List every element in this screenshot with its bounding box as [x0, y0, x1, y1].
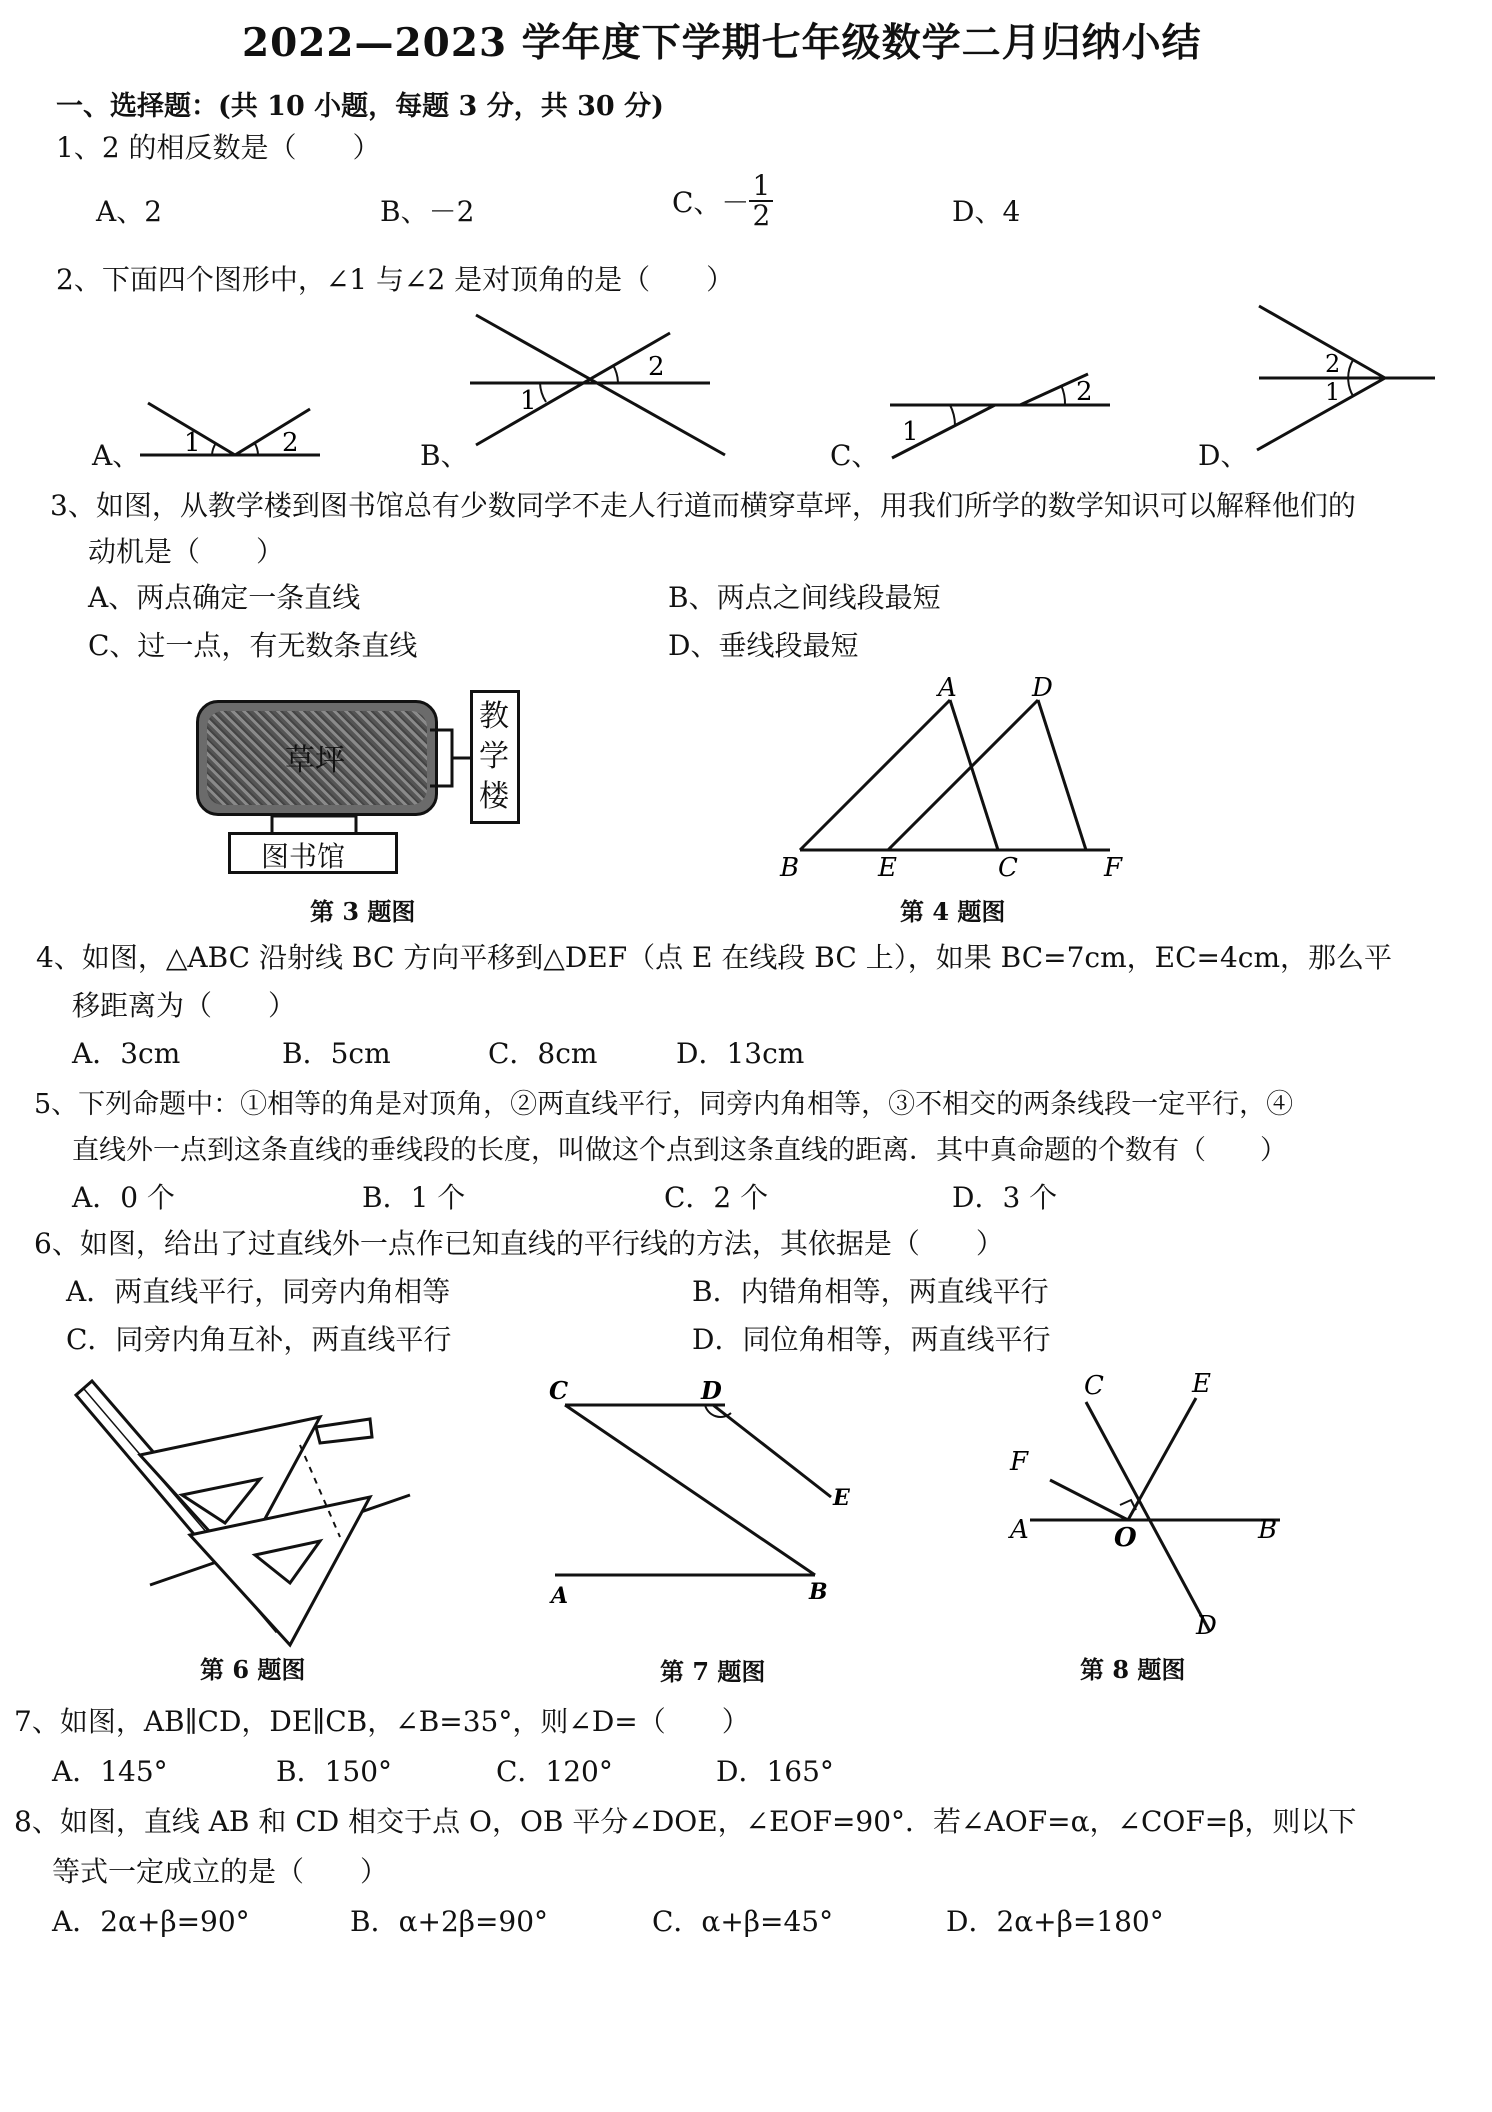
fig3-building-char-3: 楼: [479, 779, 509, 814]
q2-b-angle2-label: 2: [648, 352, 665, 382]
q3-stem-line2: 动机是（ ）: [88, 535, 285, 568]
q5-stem-line1: 5、下列命题中：①相等的角是对顶角，②两直线平行，同旁内角相等，③不相交的两条线段一定平行，④: [34, 1089, 1294, 1120]
fig4-label-a: A: [938, 673, 957, 703]
fig7-label-e: E: [833, 1485, 850, 1511]
q7-stem: 7、如图，AB∥CD，DE∥CB，∠B=35°，则∠D=（ ）: [14, 1705, 750, 1738]
q7-option-a: A．145°: [52, 1755, 168, 1788]
q1-fraction-numerator: 1: [749, 172, 773, 202]
q8-option-b: B．α+2β=90°: [350, 1905, 549, 1938]
fig4-triangles: [770, 670, 1150, 883]
q2-b-angle1-label: 1: [520, 386, 537, 416]
fig7-label-a: A: [551, 1583, 569, 1609]
q8-option-a: A．2α+β=90°: [52, 1905, 250, 1938]
q1-fraction: [749, 169, 773, 232]
q8-option-d: D．2α+β=180°: [946, 1905, 1164, 1938]
q2-d-angle1-label: 1: [1325, 378, 1341, 406]
fig3-building: [470, 690, 520, 824]
q7-option-c: C．120°: [496, 1755, 613, 1788]
q5-option-a: A．0 个: [72, 1181, 175, 1214]
fig3-lawn: [196, 700, 438, 816]
q5-stem-line2: 直线外一点到这条直线的垂线段的长度，叫做这个点到这条直线的距离．其中真命题的个数有（ ）: [72, 1135, 1287, 1166]
fig7-label-d: D: [701, 1376, 722, 1405]
q6-option-d: D．同位角相等，两直线平行: [692, 1323, 1051, 1356]
q4-option-b: B．5cm: [282, 1037, 391, 1070]
q2-option-c: C、: [830, 439, 880, 472]
fig4-caption: 第 4 题图: [900, 897, 1006, 926]
q2-figure-d: [1245, 300, 1445, 460]
fig8-label-e: E: [1192, 1369, 1211, 1399]
fig3-caption: 第 3 题图: [310, 897, 416, 926]
fig4-label-c: C: [998, 853, 1018, 883]
page-title: 2022—2023 学年度下学期七年级数学二月归纳小结: [242, 20, 1202, 66]
q4-option-a: A．3cm: [72, 1037, 181, 1070]
fig4-label-d: D: [1032, 673, 1053, 703]
q5-option-c: C．2 个: [664, 1181, 769, 1214]
q2-c-angle1-label: 1: [902, 417, 919, 447]
fig7-parallel-lines: [545, 1375, 865, 1615]
fig8-caption: 第 8 题图: [1080, 1655, 1186, 1684]
q3-stem-line1: 3、如图，从教学楼到图书馆总有少数同学不走人行道而横穿草坪，用我们所学的数学知识可以解释他们的: [50, 489, 1356, 522]
q1-stem: 1、2 的相反数是（ ）: [56, 131, 381, 164]
q3-option-b: B、两点之间线段最短: [668, 581, 941, 614]
fig4-label-f: F: [1104, 853, 1123, 883]
q4-stem-line2: 移距离为（ ）: [72, 989, 297, 1022]
fig3-library: [228, 832, 398, 874]
q4-stem-line1: 4、如图，△ABC 沿射线 BC 方向平移到△DEF（点 E 在线段 BC 上），如果 BC=7cm，EC=4cm，那么平: [36, 941, 1393, 974]
fig8-label-c: C: [1084, 1371, 1104, 1401]
q2-option-b: B、: [420, 439, 469, 472]
fig3-lawn-label: 草坪: [285, 743, 345, 778]
fig3-building-char-1: 教: [479, 699, 509, 734]
q2-a-angle2-label: 2: [282, 428, 299, 458]
q6-option-a: A．两直线平行，同旁内角相等: [66, 1275, 451, 1308]
fig7-caption: 第 7 题图: [660, 1657, 766, 1686]
fig4-label-b: B: [780, 853, 800, 883]
q5-option-b: B．1 个: [362, 1181, 466, 1214]
q2-c-angle2-label: 2: [1076, 377, 1093, 407]
q6-option-c: C．同旁内角互补，两直线平行: [66, 1323, 452, 1356]
q2-d-angle2-label: 2: [1325, 350, 1341, 378]
q1-option-c-prefix: C、－: [672, 186, 750, 219]
q6-stem: 6、如图，给出了过直线外一点作已知直线的平行线的方法，其依据是（ ）: [34, 1227, 1004, 1260]
q2-option-d: D、: [1198, 439, 1249, 472]
fig3-building-char-2: 学: [479, 739, 509, 774]
q3-option-c: C、过一点，有无数条直线: [88, 629, 418, 662]
q1-fraction-denominator: 2: [752, 199, 771, 232]
q1-option-d: D、4: [952, 195, 1021, 228]
q4-option-d: D．13cm: [676, 1037, 805, 1070]
q8-option-c: C．α+β=45°: [652, 1905, 834, 1938]
q2-stem: 2、下面四个图形中，∠1 与∠2 是对顶角的是（ ）: [56, 263, 735, 296]
q6-option-b: B．内错角相等，两直线平行: [692, 1275, 1049, 1308]
q3-option-d: D、垂线段最短: [668, 629, 859, 662]
q7-option-b: B．150°: [276, 1755, 393, 1788]
q2-option-a: A、: [92, 439, 141, 472]
fig7-label-c: C: [549, 1376, 569, 1405]
fig6-ruler-setsquares: [70, 1375, 420, 1645]
fig8-intersecting-lines: [1010, 1370, 1310, 1640]
fig8-label-f: F: [1010, 1447, 1029, 1477]
q7-option-d: D．165°: [716, 1755, 834, 1788]
q1-option-a: A、2: [96, 195, 163, 228]
q5-option-d: D．3 个: [952, 1181, 1058, 1214]
fig7-label-b: B: [809, 1579, 828, 1605]
q2-figure-b: [470, 305, 730, 465]
fig8-label-b: B: [1258, 1515, 1278, 1545]
section-heading: 一、选择题：(共 10 小题，每题 3 分，共 30 分): [56, 91, 664, 122]
fig3-library-label: 图书馆: [261, 840, 346, 873]
fig6-caption: 第 6 题图: [200, 1655, 306, 1684]
q1-option-c: [672, 169, 773, 232]
fig8-label-o: O: [1114, 1523, 1137, 1553]
q1-option-b: B、－2: [380, 195, 475, 228]
fig4-label-e: E: [878, 853, 897, 883]
q3-option-a: A、两点确定一条直线: [88, 581, 361, 614]
fig8-label-d: D: [1196, 1611, 1217, 1641]
fig8-label-a: A: [1010, 1515, 1029, 1545]
q2-figure-c: [880, 370, 1120, 460]
q2-figure-a: [140, 395, 320, 465]
fig3-walkway-right: [430, 720, 475, 800]
q2-a-angle1-label: 1: [184, 428, 201, 458]
q8-stem-line1: 8、如图，直线 AB 和 CD 相交于点 O，OB 平分∠DOE，∠EOF=90°．若∠AOF=α，∠COF=β，则以下: [14, 1805, 1357, 1838]
q8-stem-line2: 等式一定成立的是（ ）: [52, 1855, 389, 1888]
q4-option-c: C．8cm: [488, 1037, 598, 1070]
